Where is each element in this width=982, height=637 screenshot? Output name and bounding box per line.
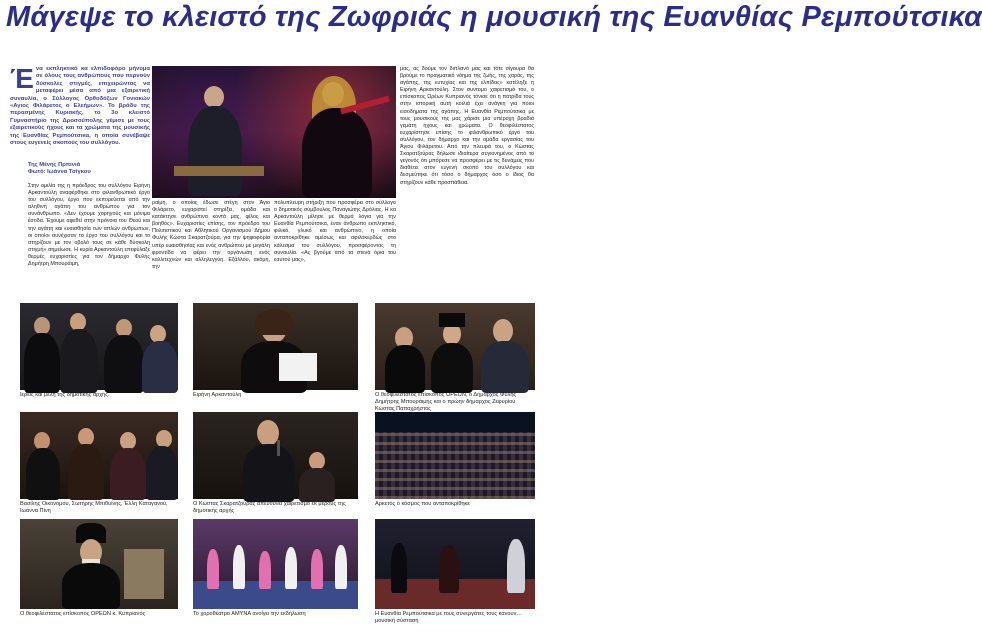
photo-irini-arkantouli — [193, 303, 358, 390]
column-3: πολυπλευρη στήριξη που προσφέρει στο σύλλογο ο δημοτικός σύμβουλος Παναγιώτης Δρόλιας. Η κα Αρκαντούλη μίλησε με θερμά λόγια για την Ευανθία Ρεμπούτσικα, έναν άνθρωπο εκπληκτικό, φιλικό, γλυκό και ανθρώπινο, η οποία ανταποκρίθηκε αμέσως και αφιλοκερδώς στο κάλεσμα του συλλόγου, προσφέροντας τη συναυλία. «Ας βγούμε από τα στενά όρια του εαυτού μας», — [274, 200, 396, 263]
author-credit: Της Μένης Πρπινιά — [28, 162, 81, 168]
lead-text: να εκπληκτικό κα ελπιδοφόρο μήνυμα σε όλους τους ανθρώπους που περνούν δύσκολες στιγμές, επιχειρώντας να μεταφέρει μέσα από μια εξαιρετική συναυλία, ο Σύλλογος Ορθοδόξων Γονιακών «Αγιος Φιλάρετος ο Ελεήμων». Το βράδυ της περασμένης Κυριακής, το 3ο κλειστό Γυμναστήριο της Δροσούπολης γέμισε με τους εξαιρετικούς ήχους και τα χρώματα της μουσικής της Ευανθίας Ρεμπούτσικα, η οποία συνέβαψε στους ευγενείς σκοπούς του συλλόγου. — [10, 66, 150, 147]
column-2: ραίμη, ο οποίος έδωσε στέγη στον Άγιο Φιλάρετο, ευχαριστεί στηρίξει, ομάδα και κατάκτησε ανθρώπινα κοντά μας, φίλος και βοηθός». Ευχαριστίες επίσης, τον πρόεδρο του Πολιτιστικού και Αθλητικού Οργανισμού Δήμου Φυλής Κώστα Σκαρατζούρα, για την ψηφοφορία υπέρ ευαισθησίας και ενός ανθρώπου με μεγάλη φροντίδα να φέρει την οργάνωση ενός καλλιτεχνών και αλληλεγγύη. Εξάλλου, ακόμη, την — [152, 200, 270, 270]
caption-9: Η Ευανθία Ρεμπούτσικα με τους συνεργάτες τους κάνουν… μουσική σύσταση — [375, 611, 522, 624]
photo-audience-guests — [20, 412, 178, 499]
dropcap: Έ — [10, 63, 34, 94]
photo-credit: Φωτό: Ιωάννα Τσίγκου — [28, 169, 91, 176]
column-1: Στην ομιλία της η πρόεδρος του συλλόγου Ειρήνη Αρκαντούλη αναφέρθηκε στο φιλανθρωπικό έργο του συλλόγου, έργο που εκπορεύεται από την αληθινή αγάπη του ανθρώπου για τον συνάνθρωπο. «Δεν έχουμε χορηγούς και μόνιμα έσοδα. Έχουμε αφεθεί στην πρόνοια του Θεού και την αγάπη και ευαισθησία των απλών ανθρώπων, οι οποίοι συνέχισαν το έργο του συλλόγου και το στηρίζουν με τον οβολό τους σε κάθε δύσκολη στιγμή» σημείωσε. Η κυρία Αρκαντούλη επεφύλαξε θερμές ευχαριστίες για τον δήμαρχο Φυλής Δημήτρη Μπουράιμη, — [28, 183, 150, 268]
photo-skaratzouras-speech — [193, 412, 358, 499]
caption-7: Ο θεοφιλέστατος επίσκοπος ΩΡΕΩΝ κ. Κυπριανός — [20, 611, 146, 617]
photo-priests-officials — [20, 303, 178, 390]
article-credits — [28, 162, 138, 176]
hero-photo — [152, 66, 396, 198]
photo-amyna-dance — [193, 519, 358, 609]
caption-8: Το χοροθέατρο ΑΜΥΝΑ ανοίγει την εκδήλωση — [193, 611, 306, 617]
caption-6: Αρκετός ο κόσμος που ανταποκρίθηκε — [375, 501, 470, 507]
caption-4: Βασίλης Οικονόμου, Σωτήρης Μπιθυίνης, Έλλη Καταγανού, Ιωάννα Πίνη — [20, 501, 168, 514]
photo-bishop-mayor — [375, 303, 535, 390]
caption-3: Ο θεοφιλέστατος επίσκοπος ΩΡΕΩΝ, ο Δήμαρχος Φυλής Δημήτρης Μπουράιμης και ο πρώην δήμαρχος Ζεφυρίου Κώστας Παπαχρήστος — [375, 392, 517, 412]
photo-rebroutsika-musicians — [375, 519, 535, 609]
column-4: μας, ας δούμε τον διπλανό μας και τότε σίγουρα θα βρούμε το πραγματικό νόημα της ζωής, της χαράς, της αγάπης, της ευτυχίας και της ελπίδας» κατέληξε η Ειρήνη Αρκαντούλη. Στον συντομο χαιρετισμό του, ο επίσκοπος Ωρέων Κυπριανός τόνισε ότι η πατρίδα τους στην ιστορική αυτή κοιλιά έχει ανάγκη για ποιοι εισοδήματα της αγάπης. Η Ευανθία Ρεμπούτσικα με τους μουσικούς της μας χάρισε μια υπέροχη βραδιά γεμάτη ήχους και χρώματα. Ο θεοφιλέστατος ευχαρίστησε επίσης το φιλανθρωπικό έργο του συλλόγου, τον δήμαρχο και την ομάδα εργασίας του Άγιου Φιλάρετου. Από την πλευρά του, ο Κώστας Σκαρατζούρας δήλωσε ιδιαίτερα συγκινημένος από το γεγονός ότι μπόρεσε να προσφέρει με τις δυνάμεις που διαθέτει στον ευγενή σκοπό του συλλόγου και δεσμεύτηκε ότι τόσο ο δήμαρχος όσο ο ίδιος θα στηρίζουν κάθε προσπάθεια. — [400, 66, 534, 186]
caption-2: Ειρήνη Αρκαντούλη — [193, 392, 242, 398]
article-title: Μάγεψε το κλειστό της Ζωφριάς η μουσική της Ευανθίας Ρεμπούτσικα — [6, 1, 982, 33]
photo-crowd-hall — [375, 412, 535, 499]
caption-1: Ιερείς και μέλη της δημοτικής αρχής. — [20, 392, 110, 398]
photo-bishop-kyprianos — [20, 519, 178, 609]
caption-5: Ο Κώστας Σκαρατζούρας απευθύνει χαιρετισμό εκ μέρους της δημοτικής αρχής — [193, 501, 346, 514]
